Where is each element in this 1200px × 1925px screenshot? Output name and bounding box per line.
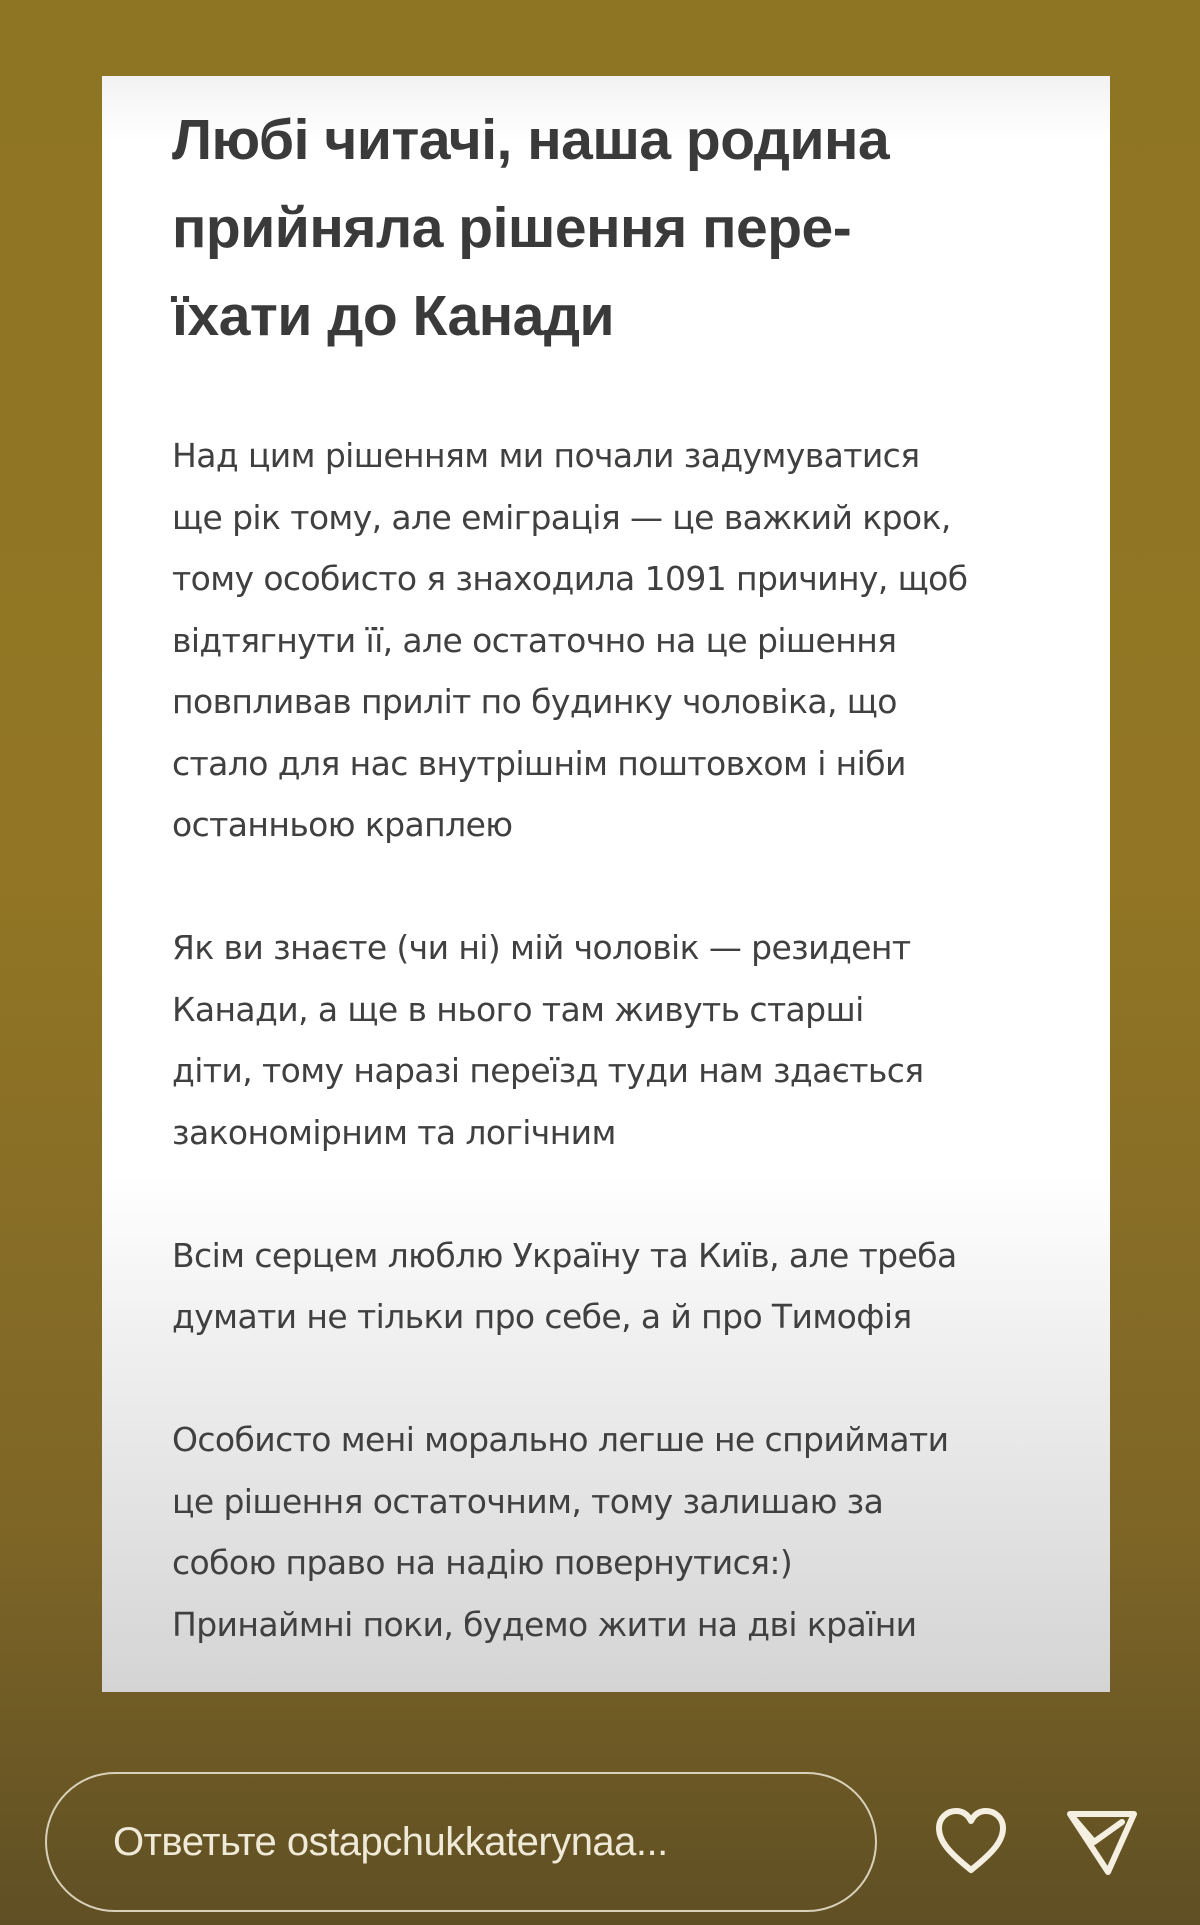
text-line: Всім серцем люблю Україну та Київ, але треба xyxy=(172,1235,957,1275)
text-line: тому особисто я знаходила 1091 причину, щоб xyxy=(172,559,968,598)
text-line: діти, тому наразі переїзд туди нам здається xyxy=(172,1051,924,1090)
story-title xyxy=(172,96,1052,360)
story-body xyxy=(172,425,1072,1717)
title-line: їхати до Канади xyxy=(172,284,615,348)
text-line: ще рік тому, але еміграція — це важкий крок, xyxy=(172,497,951,537)
paragraph-4 xyxy=(172,1409,1072,1655)
text-line: Як ви знаєте (чи ні) мій чоловік — резидент xyxy=(172,928,911,967)
paragraph-1 xyxy=(172,425,1072,856)
title-line: Любі читачі, наша родина xyxy=(172,108,890,172)
heart-icon[interactable] xyxy=(931,1802,1011,1882)
text-line: Особисто мені морально легше не сприймати xyxy=(172,1420,949,1459)
text-line: Принаймні поки, будемо жити на дві країни xyxy=(172,1604,917,1644)
text-line: закономірним та логічним xyxy=(172,1112,616,1152)
text-line: собою право на надію повернутися:) xyxy=(172,1543,793,1582)
send-icon[interactable] xyxy=(1062,1802,1142,1882)
story-text-card xyxy=(102,76,1110,1692)
paragraph-2 xyxy=(172,917,1072,1163)
reply-input[interactable] xyxy=(45,1772,877,1912)
text-line: останньою краплею xyxy=(172,805,513,844)
text-line: стало для нас внутрішнім поштовхом і ніби xyxy=(172,743,906,783)
text-line: відтягнути її, але остаточно на це рішення xyxy=(172,620,897,660)
text-line: це рішення остаточним, тому залишаю за xyxy=(172,1481,884,1521)
reply-placeholder: Ответьте ostapchukkaterynaa... xyxy=(113,1819,668,1864)
title-line: прийняла рішення пере- xyxy=(172,196,852,260)
paragraph-3 xyxy=(172,1225,1072,1348)
text-line: Канади, а ще в нього там живуть старші xyxy=(172,989,864,1029)
text-line: думати не тільки про себе, а й про Тимофія xyxy=(172,1297,912,1336)
text-line: Над цим рішенням ми почали задумуватися xyxy=(172,436,920,475)
text-line: повпливав приліт по будинку чоловіка, що xyxy=(172,682,897,721)
